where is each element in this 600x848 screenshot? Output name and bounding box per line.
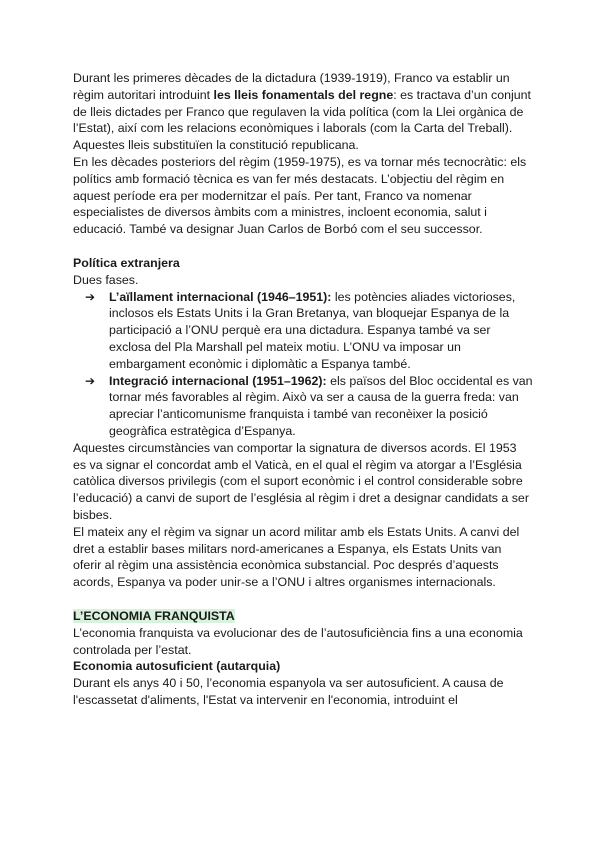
phase-text: els països del Bloc occidental es van tornar més favorables al règim. Això va ser a causa de la guerra freda: van apreciar l’anticomunisme franquista i també van reconèixer la posició geogràfica estratègica d’Espanya. <box>109 373 533 438</box>
list-item <box>85 289 533 373</box>
phase-title: L’aïllament internacional (1946–1951): <box>109 289 332 304</box>
economy-heading-line <box>73 608 533 625</box>
phases-list <box>73 289 533 440</box>
arrow-bullet-icon: ➔ <box>85 373 96 388</box>
us-agreement-paragraph: El mateix any el règim va signar un acord militar amb els Estats Units. A canvi del dret a establir bases militars nord-americanes a Espanya, els Estats Units van oferir al règim una assistència econòmica substancial. Poc després d’aquests acords, Espanya va poder unir-se a l’ONU i altres organismes internacionals. <box>73 524 520 590</box>
fundamental-laws-term: les lleis fonamentals del regne <box>213 87 394 102</box>
list-item <box>85 373 533 440</box>
intro-paragraph-1 <box>73 70 533 154</box>
intro-paragraph-2: En les dècades posteriors del règim (1959-1975), es va tornar més tecnocràtic: els polítics amb formació tècnica es van fer més destacats. L’objectiu del règim en aquest període era per modernitzar el país. Per tant, Franco va nomenar especialistes de diversos àmbits com a ministres, incloent economia, salut i educació. També va designar Juan Carlos de Borbó com el seu successor. <box>73 154 527 237</box>
autarky-paragraph: Durant els anys 40 i 50, l’economia espanyola va ser autosuficient. A causa de l'escassetat d'aliments, l'Estat va intervenir en l'economia, introduint el <box>73 676 504 707</box>
intro-text: : es tractava d’un conjunt de lleis dictades per Franco que regulaven la vida política (com la Llei orgànica de l’Estat), així com les relacions econòmiques i laborals (com la Carta del Treball). Aquestes lleis substituïen la constitució republicana. <box>73 87 531 153</box>
document-body <box>73 70 533 709</box>
phase-title: Integració internacional (1951–1962): <box>109 373 327 388</box>
foreign-policy-heading: Política extranjera <box>73 255 180 270</box>
economy-intro: L’economia franquista va evolucionar des de l’autosuficiència fins a una economia controlada per l’estat. <box>73 625 523 657</box>
arrow-bullet-icon: ➔ <box>85 289 96 304</box>
agreements-paragraph: Aquestes circumstàncies van comportar la signatura de diversos acords. El 1953 es va signar el concordat amb el Vaticà, en el qual el règim va atorgar a l’Església catòlica diversos privilegis (com el suport econòmic i el control considerable sobre l’educació) a canvi de suport de l’església al règim i dret a designar candidats a ser bisbes. <box>73 440 529 522</box>
economy-heading: L’ECONOMIA FRANQUISTA <box>73 608 235 623</box>
autarky-subheading: Economia autosuficient (autarquia) <box>73 659 281 674</box>
spacer <box>73 238 533 255</box>
intro-text: Durant les primeres dècades de la dictadura (1939-1919), Franco va establir un règim autoritari introduint <box>73 71 510 102</box>
spacer <box>73 591 533 608</box>
foreign-policy-subtitle: Dues fases. <box>73 272 139 287</box>
phase-text: les potències aliades victorioses, inclosos els Estats Units i la Gran Bretanya, van bloquejar Espanya de la participació a l’ONU perquè era una dictadura. Espanya també va ser exclosa del Pla Marshall pel mateix motiu. L’ONU va imposar un embargament econòmic i diplomàtic a Espanya també. <box>109 289 516 371</box>
